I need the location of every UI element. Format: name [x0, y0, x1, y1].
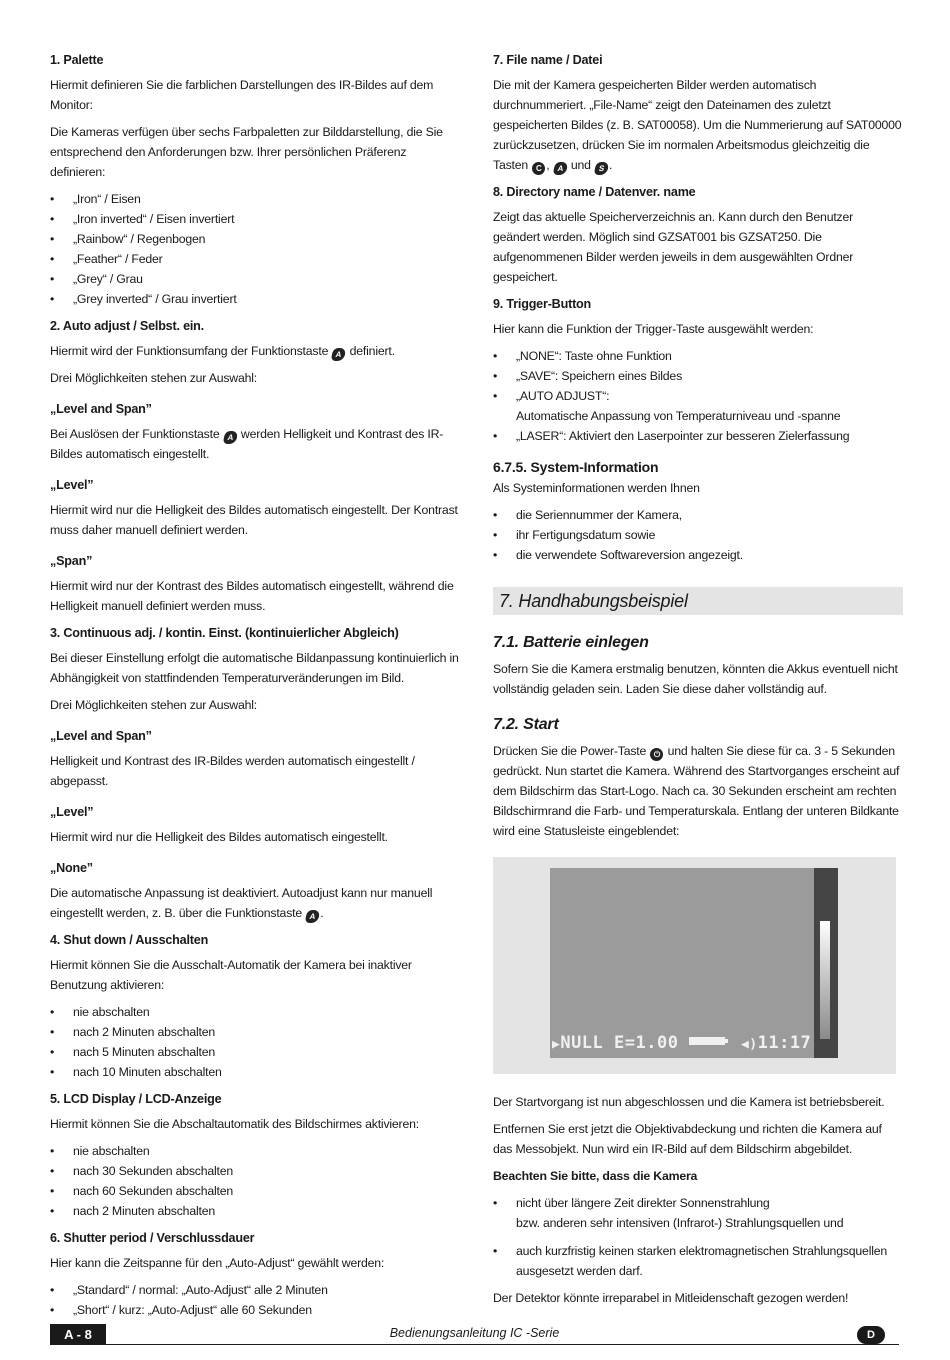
language-badge: D [857, 1326, 885, 1344]
heading-shutter-period: 6. Shutter period / Verschlussdauer [50, 1231, 255, 1245]
paragraph: Als Systeminformationen werden Ihnen [493, 481, 700, 495]
heading-system-information: 6.7.5. System-Information [493, 459, 659, 475]
speaker-icon: ◀) [740, 1037, 758, 1052]
camera-screen-figure [493, 857, 896, 1074]
paragraph: Sofern Sie die Kamera erstmalig benutzen, könnten die Akkus eventuell nicht vollständig geladen sein. Laden Sie diese daher vollständig auf. [493, 662, 898, 696]
key-s-icon: S [594, 162, 610, 175]
paragraph: Drei Möglichkeiten stehen zur Auswahl: [50, 371, 258, 385]
list-item: • nicht über längere Zeit direkter Sonnenstrahlung bzw. anderen sehr intensiven (Infrarot-) Strahlungsquellen und [493, 1193, 903, 1233]
paragraph: Hiermit wird nur die Helligkeit des Bildes automatisch eingestellt. [50, 830, 388, 844]
chapter-heading: 7. Handhabungsbeispiel [493, 587, 903, 615]
left-column [50, 50, 460, 1327]
footer-rule [106, 1344, 899, 1345]
color-scale-gradient [820, 921, 830, 1039]
paragraph: Bei dieser Einstellung erfolgt die automatische Bildanpassung kontinuierlich in Abhängigkeit von stattfindenden Temperaturveränderungen im Bild. [50, 651, 459, 685]
list-item: • „LASER“: Aktiviert den Laserpointer zur besseren Zielerfassung [493, 426, 903, 446]
list-item: • „AUTO ADJUST“: Automatische Anpassung von Temperaturniveau und -spanne [493, 386, 903, 426]
shutdown-list [50, 1002, 460, 1082]
paragraph: Helligkeit und Kontrast des IR-Bildes werden automatisch eingestellt / abgepasst. [50, 754, 415, 788]
function-key-a-icon: A [331, 348, 347, 361]
paragraph: Entfernen Sie erst jetzt die Objektivabdeckung und richten die Kamera auf das Messobjekt. Nun wird ein IR-Bild auf dem Bildschirm abgebildet. [493, 1122, 882, 1156]
list-item: • „Grey“ / Grau [50, 269, 460, 289]
mode-label: NULL [560, 1033, 604, 1053]
list-item: • nach 30 Sekunden abschalten [50, 1161, 460, 1181]
list-item: • „Iron“ / Eisen [50, 189, 460, 209]
list-item: • nach 2 Minuten abschalten [50, 1022, 460, 1042]
sysinfo-list [493, 505, 903, 565]
play-icon: ▶ [552, 1037, 561, 1052]
list-item: • „Feather“ / Feder [50, 249, 460, 269]
heading-lcd-display: 5. LCD Display / LCD-Anzeige [50, 1092, 222, 1106]
camera-display [550, 868, 838, 1058]
list-item: • die Seriennummer der Kamera, [493, 505, 903, 525]
heading-palette: 1. Palette [50, 53, 104, 67]
list-item: • nach 60 Sekunden abschalten [50, 1181, 460, 1201]
paragraph: Zeigt das aktuelle Speicherverzeichnis an. Kann durch den Benutzer geändert werden. Möglich sind GZSAT001 bis GZSAT250. Die aufgenommenen Bilder werden jeweils in dem ausgewählten Ordner gespeichert. [493, 210, 854, 284]
paragraph: Die Kameras verfügen über sechs Farbpaletten zur Bilddarstellung, die Sie entsprechend den Anforderungen bzw. Ihrer persönlichen Präferenz definieren: [50, 125, 443, 179]
paragraph-bold: Beachten Sie bitte, dass die Kamera [493, 1169, 698, 1183]
paragraph: Die mit der Kamera gespeicherten Bilder werden automatisch durchnummeriert. „File-Name“ zeigt den Dateinamen des zuletzt gespeicherten Bildes (z. B. SAT00058). Um die Nummerierung auf SAT00000 zurückzusetzen, drücken Sie im normalen Arbeitsmodus gleichzeitig die Tasten C , A und S . [493, 78, 902, 173]
list-item: • „Rainbow“ / Regenbogen [50, 229, 460, 249]
function-key-a-icon: A [222, 431, 238, 444]
subheading: „Level” [50, 478, 94, 492]
paragraph: Hiermit wird nur der Kontrast des Bildes automatisch eingestellt, während die Helligkeit manuell definiert werden muss. [50, 579, 454, 613]
footer-title: Bedienungsanleitung IC -Serie [389, 1326, 560, 1340]
page-number: A - 8 [50, 1324, 106, 1345]
list-item: • „Grey inverted“ / Grau invertiert [50, 289, 460, 309]
paragraph: Drei Möglichkeiten stehen zur Auswahl: [50, 698, 258, 712]
heading-battery: 7.1. Batterie einlegen [493, 634, 649, 651]
function-key-a-icon: A [552, 162, 568, 175]
list-item: • „SAVE“: Speichern eines Bildes [493, 366, 903, 386]
subheading: „Level” [50, 805, 94, 819]
list-item: • auch kurzfristig keinen starken elektromagnetischen Strahlungsquellen ausgesetzt werden darf. [493, 1241, 903, 1281]
heading-trigger: 9. Trigger-Button [493, 297, 592, 311]
function-key-a-icon: A [305, 910, 321, 923]
warning-list [493, 1193, 903, 1281]
paragraph: Hier kann die Funktion der Trigger-Taste ausgewählt werden: [493, 322, 814, 336]
heading-continuous: 3. Continuous adj. / kontin. Einst. (kontinuierlicher Abgleich) [50, 626, 399, 640]
list-item: • nach 5 Minuten abschalten [50, 1042, 460, 1062]
list-item: • nach 2 Minuten abschalten [50, 1201, 460, 1221]
paragraph: Hiermit wird nur die Helligkeit des Bildes automatisch eingestellt. Der Kontrast muss daher manuell definiert werden. [50, 503, 458, 537]
palette-list [50, 189, 460, 309]
heading-shut-down: 4. Shut down / Ausschalten [50, 933, 209, 947]
subheading: „Level and Span” [50, 729, 152, 743]
page-footer [50, 1324, 899, 1345]
power-key-icon: ⏻ [650, 748, 663, 761]
paragraph: Der Startvorgang ist nun abgeschlossen und die Kamera ist betriebsbereit. [493, 1095, 885, 1109]
subheading: „Span” [50, 554, 93, 568]
paragraph: Hiermit können Sie die Ausschalt-Automatik der Kamera bei inaktiver Benutzung aktivieren: [50, 958, 412, 992]
time-label: 11:17 [757, 1033, 812, 1053]
heading-directory: 8. Directory name / Datenver. name [493, 185, 696, 199]
right-column [493, 50, 903, 1315]
battery-icon [689, 1037, 725, 1045]
list-item: • nie abschalten [50, 1002, 460, 1022]
paragraph: Hiermit können Sie die Abschaltautomatik des Bildschirmes aktivieren: [50, 1117, 419, 1131]
subheading: „Level and Span” [50, 402, 152, 416]
list-item: • „NONE“: Taste ohne Funktion [493, 346, 903, 366]
list-item: • „Short“ / kurz: „Auto-Adjust“ alle 60 Sekunden [50, 1300, 460, 1320]
list-item: • „Iron inverted“ / Eisen invertiert [50, 209, 460, 229]
subheading: „None” [50, 861, 93, 875]
paragraph: Hier kann die Zeitspanne für den „Auto-Adjust“ gewählt werden: [50, 1256, 385, 1270]
list-item: • nach 10 Minuten abschalten [50, 1062, 460, 1082]
temperature-scale-bar [814, 868, 838, 1058]
paragraph: Der Detektor könnte irreparabel in Mitleidenschaft gezogen werden! [493, 1291, 849, 1305]
list-item: • nie abschalten [50, 1141, 460, 1161]
list-item: • „Standard“ / normal: „Auto-Adjust“ alle 2 Minuten [50, 1280, 460, 1300]
heading-auto-adjust: 2. Auto adjust / Selbst. ein. [50, 319, 204, 333]
key-c-icon: C [532, 162, 545, 175]
paragraph: Hiermit wird der Funktionsumfang der Funktionstaste A definiert. [50, 344, 395, 359]
paragraph: Die automatische Anpassung ist deaktiviert. Autoadjust kann nur manuell eingestellt werden, z. B. über die Funktionstaste A . [50, 886, 433, 921]
paragraph: Bei Auslösen der Funktionstaste A werden Helligkeit und Kontrast des IR-Bildes automatisch eingestellt. [50, 427, 444, 461]
list-item: • die verwendete Softwareversion angezeigt. [493, 545, 903, 565]
status-bar [552, 1033, 811, 1055]
shutter-list [50, 1280, 460, 1320]
emissivity-label: E=1.00 [614, 1033, 679, 1053]
paragraph: Hiermit definieren Sie die farblichen Darstellungen des IR-Bildes auf dem Monitor: [50, 78, 434, 112]
trigger-list [493, 346, 903, 446]
heading-file-name: 7. File name / Datei [493, 53, 603, 67]
list-item: • ihr Fertigungsdatum sowie [493, 525, 903, 545]
heading-start: 7.2. Start [493, 716, 559, 733]
lcd-list [50, 1141, 460, 1221]
paragraph: Drücken Sie die Power-Taste ⏻ und halten Sie diese für ca. 3 - 5 Sekunden gedrückt. Nun startet die Kamera. Während des Startvorganges erscheint auf dem Bildschirm das Start-Logo. Nach ca. 30 Sekunden erscheint am rechten Bildschirmrand die Farb- und Temperaturskala. Entlang der unteren Bildkante wird eine Statusleiste eingeblendet: [493, 744, 900, 838]
